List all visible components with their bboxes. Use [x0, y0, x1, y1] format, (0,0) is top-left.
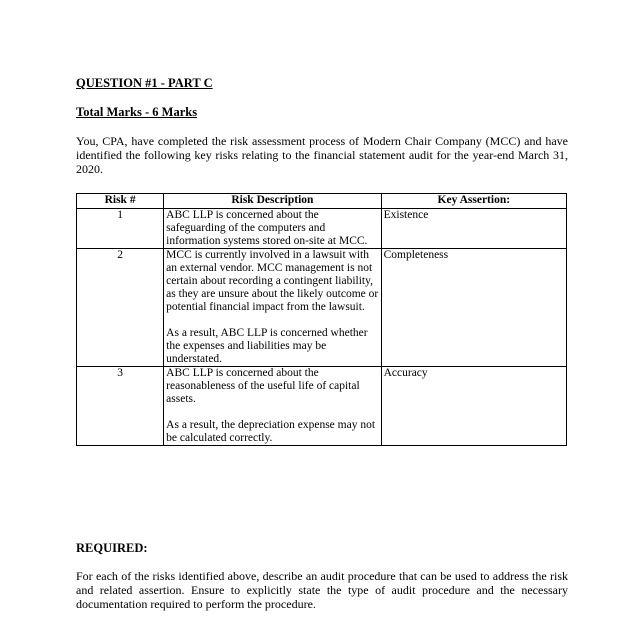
key-assertion-cell: Accuracy	[381, 367, 566, 446]
table-row	[77, 209, 567, 249]
question-title: QUESTION #1 - PART C	[76, 76, 213, 90]
risk-description-cell	[164, 367, 381, 446]
risk-description-text: ABC LLP is concerned about the safeguarding of the computers and information systems stored on-site at MCC.	[166, 209, 368, 247]
risk-description-conclusion: As a result, ABC LLP is concerned whether the expenses and liabilities may be understated.	[166, 327, 368, 365]
risk-table-header-row	[77, 194, 567, 209]
required-paragraph: For each of the risks identified above, describe an audit procedure that can be used to address the risk and related assertion. Ensure to explicitly state the type of audit procedure and the necessary documentation required to perform the procedure.	[76, 569, 568, 611]
key-assertion-cell: Existence	[381, 209, 566, 249]
key-assertion-cell: Completeness	[381, 249, 566, 367]
required-title: REQUIRED:	[76, 541, 148, 555]
table-row	[77, 249, 567, 367]
header-risk-number: Risk #	[77, 194, 164, 209]
intro-paragraph: You, CPA, have completed the risk assessment process of Modern Chair Company (MCC) and have identified the following key risks relating to the financial statement audit for the year-end March 31, 2020.	[76, 134, 568, 176]
risk-description-text: ABC LLP is concerned about the reasonableness of the useful life of capital assets.	[166, 367, 360, 405]
header-key-assertion: Key Assertion:	[381, 194, 566, 209]
risk-description-cell	[164, 209, 381, 249]
total-marks-title: Total Marks - 6 Marks	[76, 105, 198, 119]
risk-description-text: MCC is currently involved in a lawsuit with an external vendor. MCC management is not certain about recording a contingent liability, as they are unsure about the likely outcome or potential financial impact from the lawsuit.	[166, 249, 379, 313]
risk-description-conclusion: As a result, the depreciation expense may not be calculated correctly.	[166, 419, 376, 444]
risk-table	[76, 193, 567, 446]
risk-number-cell: 1	[77, 209, 164, 249]
risk-number-cell: 2	[77, 249, 164, 367]
header-risk-description: Risk Description	[164, 194, 381, 209]
table-row	[77, 367, 567, 446]
risk-description-cell	[164, 249, 381, 367]
risk-number-cell: 3	[77, 367, 164, 446]
